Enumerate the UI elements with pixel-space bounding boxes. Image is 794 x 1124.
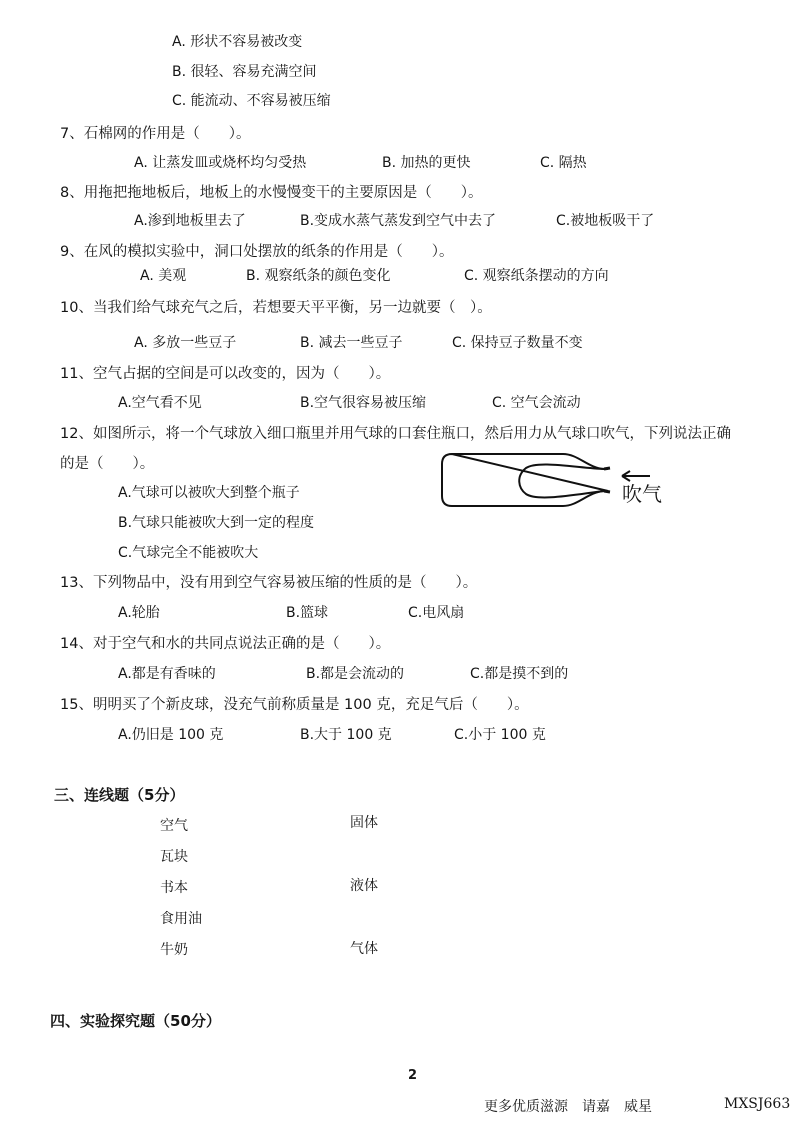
q13-option-b: B.篮球 — [286, 605, 329, 621]
section-3-title: 三、连线题（5分） — [54, 786, 185, 804]
match-left-item: 食用油 — [160, 911, 202, 927]
q9-option-b: B. 观察纸条的颜色变化 — [246, 268, 391, 284]
q11-option-c: C. 空气会流动 — [492, 395, 581, 411]
question-10: 10、当我们给气球充气之后，若想要天平平衡，另一边就要（ ）。 — [60, 300, 492, 316]
bottle-neck — [604, 468, 610, 492]
q10-option-b: B. 减去一些豆子 — [300, 335, 403, 351]
question-7: 7、石棉网的作用是（ ）。 — [60, 126, 251, 142]
question-15: 15、明明买了个新皮球，没充气前称质量是 100 克，充足气后（ ）。 — [60, 697, 529, 713]
q11-option-a: A.空气看不见 — [118, 395, 202, 411]
q8-option-c: C.被地板吸干了 — [556, 213, 655, 229]
question-11: 11、空气占据的空间是可以改变的，因为（ ）。 — [60, 366, 391, 382]
q12-option-c: C.气球完全不能被吹大 — [118, 545, 259, 561]
page-number: 2 — [408, 1068, 418, 1083]
bottle-outline — [442, 454, 608, 506]
q14-option-c: C.都是摸不到的 — [470, 666, 569, 682]
q15-option-a: A.仍旧是 100 克 — [118, 727, 224, 743]
q13-option-c: C.电风扇 — [408, 605, 465, 621]
match-right-item: 液体 — [350, 878, 378, 894]
q7-option-a: A. 让蒸发皿或烧杯均匀受热 — [134, 155, 307, 171]
q15-option-c: C.小于 100 克 — [454, 727, 546, 743]
section-4-title: 四、实验探究题（50分） — [50, 1012, 221, 1030]
q15-option-b: B.大于 100 克 — [300, 727, 392, 743]
question-12-line1: 12、如图所示，将一个气球放入细口瓶里并用气球的口套住瓶口，然后用力从气球口吹气，下列说法正确 — [60, 426, 731, 442]
question-8: 8、用拖把拖地板后，地板上的水慢慢变干的主要原因是（ ）。 — [60, 185, 483, 201]
q7-option-c: C. 隔热 — [540, 155, 587, 171]
question-13: 13、下列物品中，没有用到空气容易被压缩的性质的是（ ）。 — [60, 575, 478, 591]
q13-option-a: A.轮胎 — [118, 605, 160, 621]
prev-option-b: B. 很轻、容易充满空间 — [172, 64, 317, 80]
match-right-item: 固体 — [350, 815, 378, 831]
match-right-item: 气体 — [350, 941, 378, 957]
match-left-item: 书本 — [160, 880, 188, 896]
q10-option-c: C. 保持豆子数量不变 — [452, 335, 583, 351]
question-9: 9、在风的模拟实验中，洞口处摆放的纸条的作用是（ ）。 — [60, 244, 454, 260]
match-left-item: 空气 — [160, 818, 188, 834]
question-14: 14、对于空气和水的共同点说法正确的是（ ）。 — [60, 636, 391, 652]
match-left-item: 瓦块 — [160, 849, 188, 865]
question-12-line2: 的是（ ）。 — [60, 456, 155, 472]
q14-option-b: B.都是会流动的 — [306, 666, 405, 682]
q8-option-a: A.渗到地板里去了 — [134, 213, 246, 229]
q8-option-b: B.变成水蒸气蒸发到空气中去了 — [300, 213, 497, 229]
footer-code: MXSJ663 — [724, 1096, 791, 1112]
prev-option-a: A. 形状不容易被改变 — [172, 34, 303, 50]
q11-option-b: B.空气很容易被压缩 — [300, 395, 427, 411]
q14-option-a: A.都是有香味的 — [118, 666, 216, 682]
q7-option-b: B. 加热的更快 — [382, 155, 471, 171]
q10-option-a: A. 多放一些豆子 — [134, 335, 237, 351]
q12-option-a: A.气球可以被吹大到整个瓶子 — [118, 485, 300, 501]
q12-option-b: B.气球只能被吹大到一定的程度 — [118, 515, 315, 531]
q9-option-c: C. 观察纸条摆动的方向 — [464, 268, 609, 284]
match-left-item: 牛奶 — [160, 942, 188, 958]
footer-text: 更多优质滋源 请嘉 威星 — [484, 1099, 652, 1115]
blow-air-label: 吹气 — [622, 482, 662, 506]
prev-option-c: C. 能流动、不容易被压缩 — [172, 93, 331, 109]
q9-option-a: A. 美观 — [140, 268, 187, 284]
